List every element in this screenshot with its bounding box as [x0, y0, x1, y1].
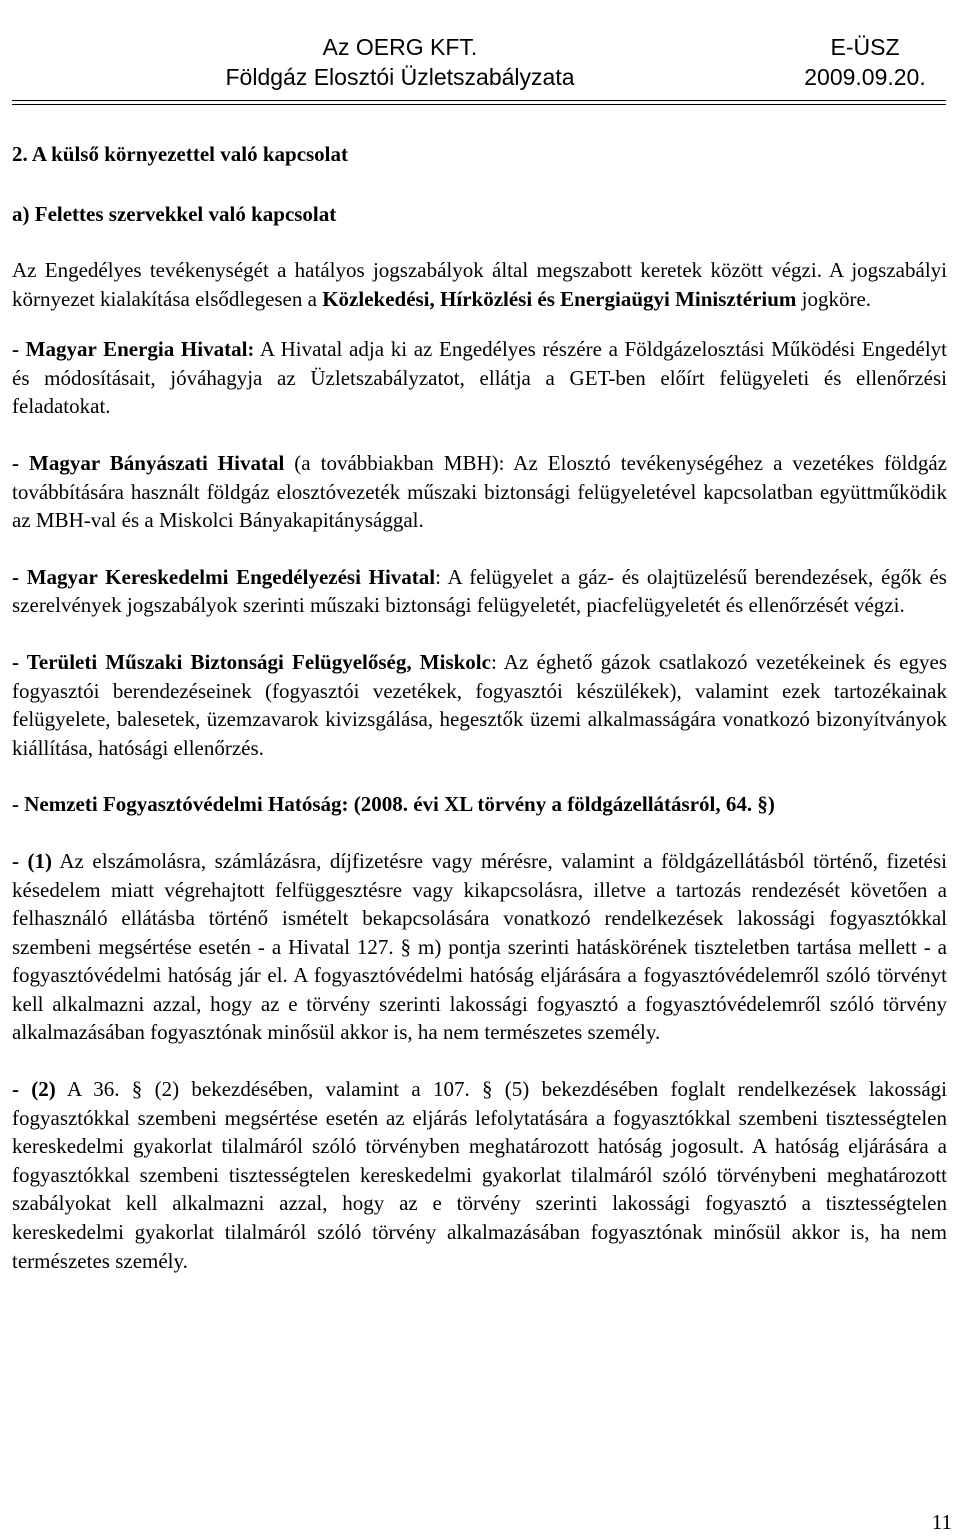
- intro-text-b: jogköre.: [796, 286, 872, 311]
- clause-1-number: - (1): [12, 848, 53, 873]
- intro-paragraph: [12, 256, 947, 313]
- energy-office-text: A Hivatal adja ki az Engedélyes részére a Földgázelosztási Működési Engedélyt és módosításait, jóváhagyja az Üzletszabályzatot, ellátja a GET-ben előírt felügyeleti és ellenőrzési feladatokat.: [12, 337, 947, 419]
- paragraph-safety-inspectorate: [12, 648, 947, 762]
- page-header: [0, 32, 960, 102]
- page-number: 11: [931, 1510, 952, 1534]
- header-divider-top: [12, 100, 946, 101]
- section-title: 2. A külső környezettel való kapcsolat: [12, 142, 349, 166]
- paragraph-mining-office: [12, 449, 947, 535]
- header-document-title: Földgáz Elosztói Üzletszabályzata: [225, 64, 575, 90]
- clause-2-number: - (2): [12, 1077, 56, 1102]
- paragraph-consumer-protection: [12, 790, 947, 819]
- header-document-date: 2009.09.20.: [804, 64, 926, 90]
- subsection-title: a) Felettes szervekkel való kapcsolat: [12, 202, 337, 226]
- paragraph-clause-2: [12, 1075, 947, 1275]
- header-divider-bottom: [12, 104, 946, 105]
- header-document-info: [760, 32, 960, 92]
- safety-inspectorate-text: : Az éghető gázok csatlakozó vezetékeinek és egyes fogyasztói berendezéseinek (fogyasztói vezetékek, fogyasztói készülékek), valamint ezek tartozékainak felügyelete, balesetek, üzemzavarok kivizsgálása, hegesztők üzemi alkalmasságára vonatkozó bizonyítványok kiállítása, hatósági ellenőrzés.: [12, 649, 947, 760]
- paragraph-clause-1: [12, 847, 947, 1047]
- intro-ministry: Közlekedési, Hírközlési és Energiaügyi Minisztérium: [322, 286, 797, 311]
- document-body: [12, 140, 947, 1303]
- energy-office-title: - Magyar Energia Hivatal:: [12, 337, 255, 362]
- mining-office-title: - Magyar Bányászati Hivatal: [12, 450, 285, 475]
- trade-licensing-office-title: - Magyar Kereskedelmi Engedélyezési Hivatal: [12, 564, 436, 589]
- paragraph-trade-licensing-office: [12, 563, 947, 620]
- trade-licensing-office-text: : A felügyelet a gáz- és olajtüzelésű berendezések, égők és szerelvények jogszabályok szerinti műszaki biztonsági felügyeletét, piacfelügyeletét és ellenőrzését végzi.: [12, 564, 947, 618]
- header-company: [200, 32, 600, 92]
- safety-inspectorate-title: - Területi Műszaki Biztonsági Felügyelőség, Miskolc: [12, 649, 491, 674]
- paragraph-energy-office: [12, 335, 947, 421]
- header-company-name: Az OERG KFT.: [322, 34, 478, 60]
- consumer-protection-title: - Nemzeti Fogyasztóvédelmi Hatóság: (2008. évi XL törvény a földgázellátásról, 64. §): [12, 792, 775, 817]
- mining-office-text: (a továbbiakban MBH): Az Elosztó tevékenységéhez a vezetékes földgáz továbbítására használt földgáz elosztóvezeték műszaki biztonsági felügyeletével kapcsolatban együttműködik az MBH-val és a Miskolci Bányakapitánysággal.: [12, 450, 947, 533]
- clause-2-text: A 36. § (2) bekezdésében, valamint a 107. § (5) bekezdésében foglalt rendelkezések lakossági fogyasztókkal szembeni megsértése esetén az eljárás lefolytatására a fogyasztókkal szembeni tisztességtelen kereskedelmi gyakorlat tilalmáról szóló törvényben meghatározott hatóság jogosult. A hatóság eljárására a fogyasztókkal szembeni tisztességtelen kereskedelmi gyakorlat tilalmáról szóló törvénybeni meghatározott szabályokat kell alkalmazni azzal, hogy az e törvény szerinti lakossági fogyasztó a tisztességtelen kereskedelmi gyakorlat tilalmáról szóló törvény alkalmazásában fogyasztónak minősül akkor is, ha nem természetes személy.: [12, 1077, 948, 1273]
- intro-text-a: Az Engedélyes tevékenységét a hatályos jogszabályok által megszabott keretek között végzi. A jogszabályi környezet kialakítása elsődlegesen a: [12, 258, 947, 311]
- header-document-code: E-ÜSZ: [830, 34, 900, 60]
- clause-1-text: Az elszámolásra, számlázásra, díjfizetésre vagy mérésre, valamint a földgázellátásból történő, fizetési késedelem miatt végrehajtott felfüggesztésre vagy kikapcsolásra, illetve a tartozás rendezését követően a felhasználó ellátásba történő ismételt bekapcsolására vonatkozó rendelkezések lakossági fogyasztókkal szembeni megsértése esetén - a Hivatal 127. § m) pontja szerinti hatáskörének tiszteletben tartása mellett - a fogyasztóvédelmi hatóság jár el. A fogyasztóvédelmi hatóság eljárására a fogyasztóvédelemről szóló törvényt kell alkalmazni azzal, hogy az e törvény szerinti lakossági fogyasztó a fogyasztóvédelemről szóló törvény alkalmazásában fogyasztónak minősül akkor is, ha nem természetes személy.: [12, 848, 947, 1045]
